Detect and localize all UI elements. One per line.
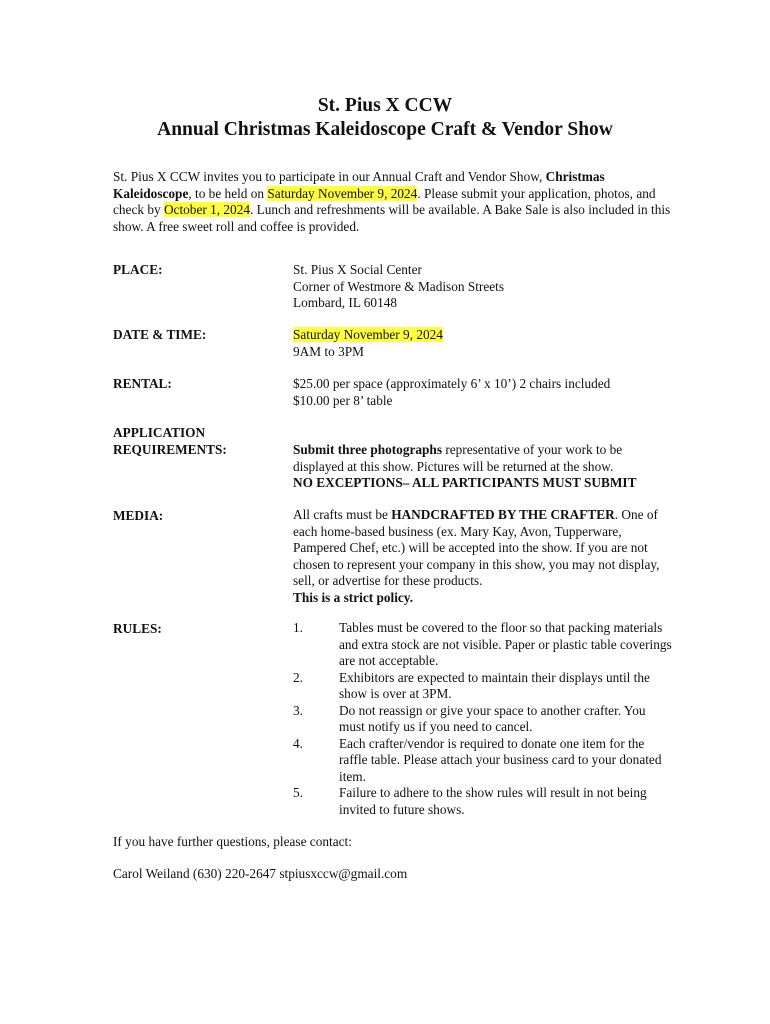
title-event: Annual Christmas Kaleidoscope Craft & Vendor Show (157, 119, 613, 140)
datetime-value (293, 327, 673, 360)
application-bold-start: Submit three photographs (293, 442, 442, 457)
deadline-highlight: October 1, 2024 (163, 202, 250, 217)
rule-number: 4. (293, 735, 303, 751)
application-bold-end: NO EXCEPTIONS– ALL PARTICIPANTS MUST SUBMIT (293, 475, 637, 490)
media-label: MEDIA: (113, 508, 164, 523)
intro-text-4: . Lunch and refreshments will be available. A Bake Sale is also included in this show. A free sweet roll and coffee is provided. (113, 202, 671, 234)
rule-number: 5. (293, 785, 303, 800)
media-text-2: . One of each home-based business (ex. Mary Kay, Avon, Tupperware, Pampered Chef, etc.) will be accepted into the show. If you are not chosen to represent your company in this show, you may not display, sell, or advertise for these products. (293, 507, 660, 588)
rule-text: Tables must be covered to the floor so that packing materials and extra stock are not visible. Paper or plastic table coverings are not acceptable. (339, 620, 672, 668)
datetime-time: 9AM to 3PM (293, 343, 364, 359)
title-org: St. Pius X CCW (317, 95, 453, 116)
media-bold-1: HANDCRAFTED BY THE CRAFTER (391, 507, 615, 522)
application-label-line-1: APPLICATION (113, 425, 206, 440)
rule-text: Do not reassign or give your space to another crafter. You must notify us if you need to cancel. (339, 702, 646, 734)
application-label (113, 425, 227, 458)
rules-list (293, 620, 673, 818)
media-text-1: All crafts must be (293, 507, 392, 522)
rule-item (293, 620, 673, 670)
rule-number: 1. (293, 620, 303, 635)
application-value (293, 442, 673, 492)
intro-text-3: . Please submit your application, photos, and check by (113, 185, 656, 217)
rule-text: Each crafter/vendor is required to donate one item for the raffle table. Please attach your business card to your donated item. (339, 735, 662, 784)
intro-paragraph (113, 169, 673, 235)
rule-item (293, 703, 673, 736)
rule-text: Failure to adhere to the show rules will result in not being invited to future shows. (339, 785, 647, 817)
rule-item (293, 736, 673, 786)
intro-text-2: , to be held on (188, 185, 268, 201)
rule-item (293, 670, 673, 703)
contact-question: If you have further questions, please contact: (113, 834, 352, 849)
rental-value (293, 376, 673, 409)
place-line-3: Lombard, IL 60148 (293, 295, 398, 310)
datetime-date: Saturday November 9, 2024 (293, 327, 443, 342)
rule-number: 3. (293, 702, 303, 718)
place-label: PLACE: (113, 262, 163, 277)
rental-label: RENTAL: (113, 376, 172, 391)
rule-text: Exhibitors are expected to maintain their displays until the show is over at 3PM. (339, 669, 650, 701)
rules-label: RULES: (113, 621, 162, 636)
place-value (293, 262, 673, 312)
rule-item (293, 785, 673, 818)
media-value (293, 507, 673, 606)
place-line-2: Corner of Westmore & Madison Streets (293, 278, 505, 294)
datetime-label: DATE & TIME: (113, 327, 207, 342)
event-date-highlight: Saturday November 9, 2024 (267, 185, 418, 201)
rule-number: 2. (293, 669, 303, 685)
intro-text-1: St. Pius X CCW invites you to participate in our Annual Craft and Vendor Show, (113, 169, 546, 184)
rental-line-2: $10.00 per 8’ table (293, 392, 393, 408)
event-name: Christmas Kaleidoscope (113, 169, 605, 201)
rental-line-1: $25.00 per space (approximately 6’ x 10’) 2 chairs included (293, 376, 611, 391)
application-label-line-2: REQUIREMENTS: (113, 441, 227, 457)
application-text: representative of your work to be displayed at this show. Pictures will be returned at the show. (293, 442, 623, 474)
contact-info: Carol Weiland (630) 220-2647 stpiusxccw@gmail.com (113, 866, 408, 881)
media-bold-2: This is a strict policy. (293, 589, 414, 605)
place-line-1: St. Pius X Social Center (293, 262, 422, 277)
